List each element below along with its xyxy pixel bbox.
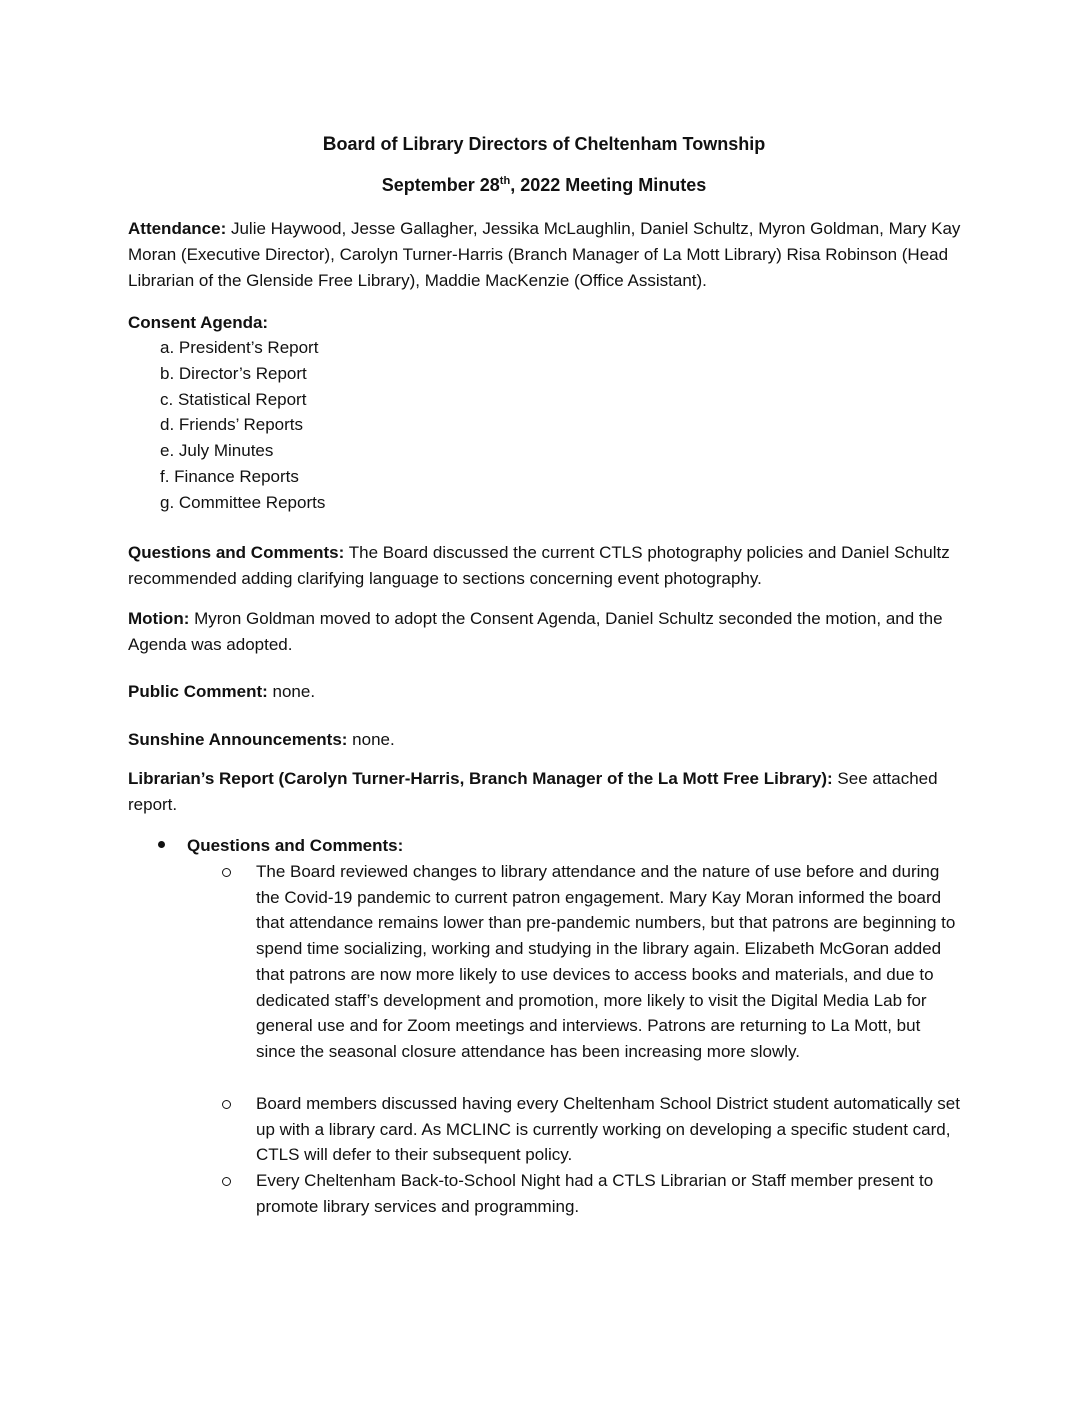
sunshine-paragraph xyxy=(128,727,963,753)
sub-bullet-text: Every Cheltenham Back-to-School Night had a CTLS Librarian or Staff member present to promote library services and programming. xyxy=(256,1171,934,1216)
list-item: f. Finance Reports xyxy=(160,466,299,486)
sub-bullet-item xyxy=(222,1168,962,1219)
date-ordinal: th xyxy=(499,175,511,187)
title-rest: oard of Library Directors of Cheltenham Township xyxy=(336,134,766,154)
list-item: e. July Minutes xyxy=(160,441,274,461)
list-item: c. Statistical Report xyxy=(160,389,307,409)
list-item: g. Committee Reports xyxy=(160,492,326,512)
attendance-paragraph xyxy=(128,216,963,294)
consent-agenda-label: Consent Agenda: xyxy=(128,313,269,332)
public-comment-label: Public Comment: xyxy=(128,682,268,701)
public-comment-paragraph xyxy=(128,679,963,705)
motion-text: Myron Goldman moved to adopt the Consent Agenda, Daniel Schultz seconded the motion, and the Agenda was adopted. xyxy=(128,609,943,654)
questions-paragraph xyxy=(128,540,963,592)
list-item: b. Director’s Report xyxy=(160,363,307,383)
sub-bullet-text: Board members discussed having every Cheltenham School District student automatically set up with a library card. As MCLINC is currently working on developing a specific student card, CTLS will defer to their subsequent policy. xyxy=(256,1094,960,1165)
consent-agenda-list xyxy=(160,335,325,516)
hollow-bullet-icon xyxy=(222,1100,231,1109)
public-comment-text: none. xyxy=(267,682,316,701)
sunshine-label: Sunshine Announcements: xyxy=(128,730,348,749)
hollow-bullet-icon xyxy=(222,1177,231,1186)
bullet-item xyxy=(158,833,403,859)
questions-label: Questions and Comments: xyxy=(128,543,345,562)
date-text: September 28 xyxy=(381,175,500,195)
librarian-report-text: See attached report. xyxy=(128,769,938,814)
meeting-date-heading xyxy=(0,175,1088,196)
document-title xyxy=(0,134,1088,156)
title-first-letter: B xyxy=(322,134,337,155)
sub-bullet-item xyxy=(222,1091,962,1168)
hollow-bullet-icon xyxy=(222,868,231,877)
consent-agenda-heading xyxy=(128,310,963,336)
sunshine-text: none. xyxy=(347,730,395,749)
attendance-text: Julie Haywood, Jesse Gallagher, Jessika McLaughlin, Daniel Schultz, Myron Goldman, Mary Kay Moran (Executive Director), Carolyn Turner-Harris (Branch Manager of La Mott Library) Risa Robinson (Head Librarian of the Glenside Free Library), Maddie MacKenzie (Office Assistant). xyxy=(128,219,961,290)
list-item: d. Friends’ Reports xyxy=(160,415,303,435)
questions-text: The Board discussed the current CTLS photography policies and Daniel Schultz recommended adding clarifying language to sections concerning event photography. xyxy=(128,543,950,588)
date-suffix: , 2022 Meeting Minutes xyxy=(510,175,707,195)
list-item: a. President’s Report xyxy=(160,338,319,357)
sub-bullet-text: The Board reviewed changes to library attendance and the nature of use before and during the Covid-19 pandemic to current patron engagement. Mary Kay Moran informed the board that attendance remains lower than pre-pandemic numbers, but that patrons are beginning to spend time socializing, working and studying in the library again. Elizabeth McGoran added that patrons are now more likely to use devices to access books and materials, and due to dedicated staff’s development and promotion, more likely to visit the Digital Media Lab for general use and for Zoom meetings and interviews. Patrons are returning to La Mott, but since the seasonal closure attendance has been increasing more slowly. xyxy=(256,862,956,1061)
attendance-label: Attendance: xyxy=(128,219,227,238)
librarian-report-label: Librarian’s Report (Carolyn Turner-Harris, Branch Manager of the La Mott Free Library): xyxy=(128,769,833,788)
bullet-icon xyxy=(158,841,165,848)
librarian-report-paragraph xyxy=(128,766,963,818)
motion-paragraph xyxy=(128,606,963,658)
sub-bullet-item xyxy=(222,859,962,1065)
bullet-label: Questions and Comments: xyxy=(187,836,404,855)
motion-label: Motion: xyxy=(128,609,190,628)
